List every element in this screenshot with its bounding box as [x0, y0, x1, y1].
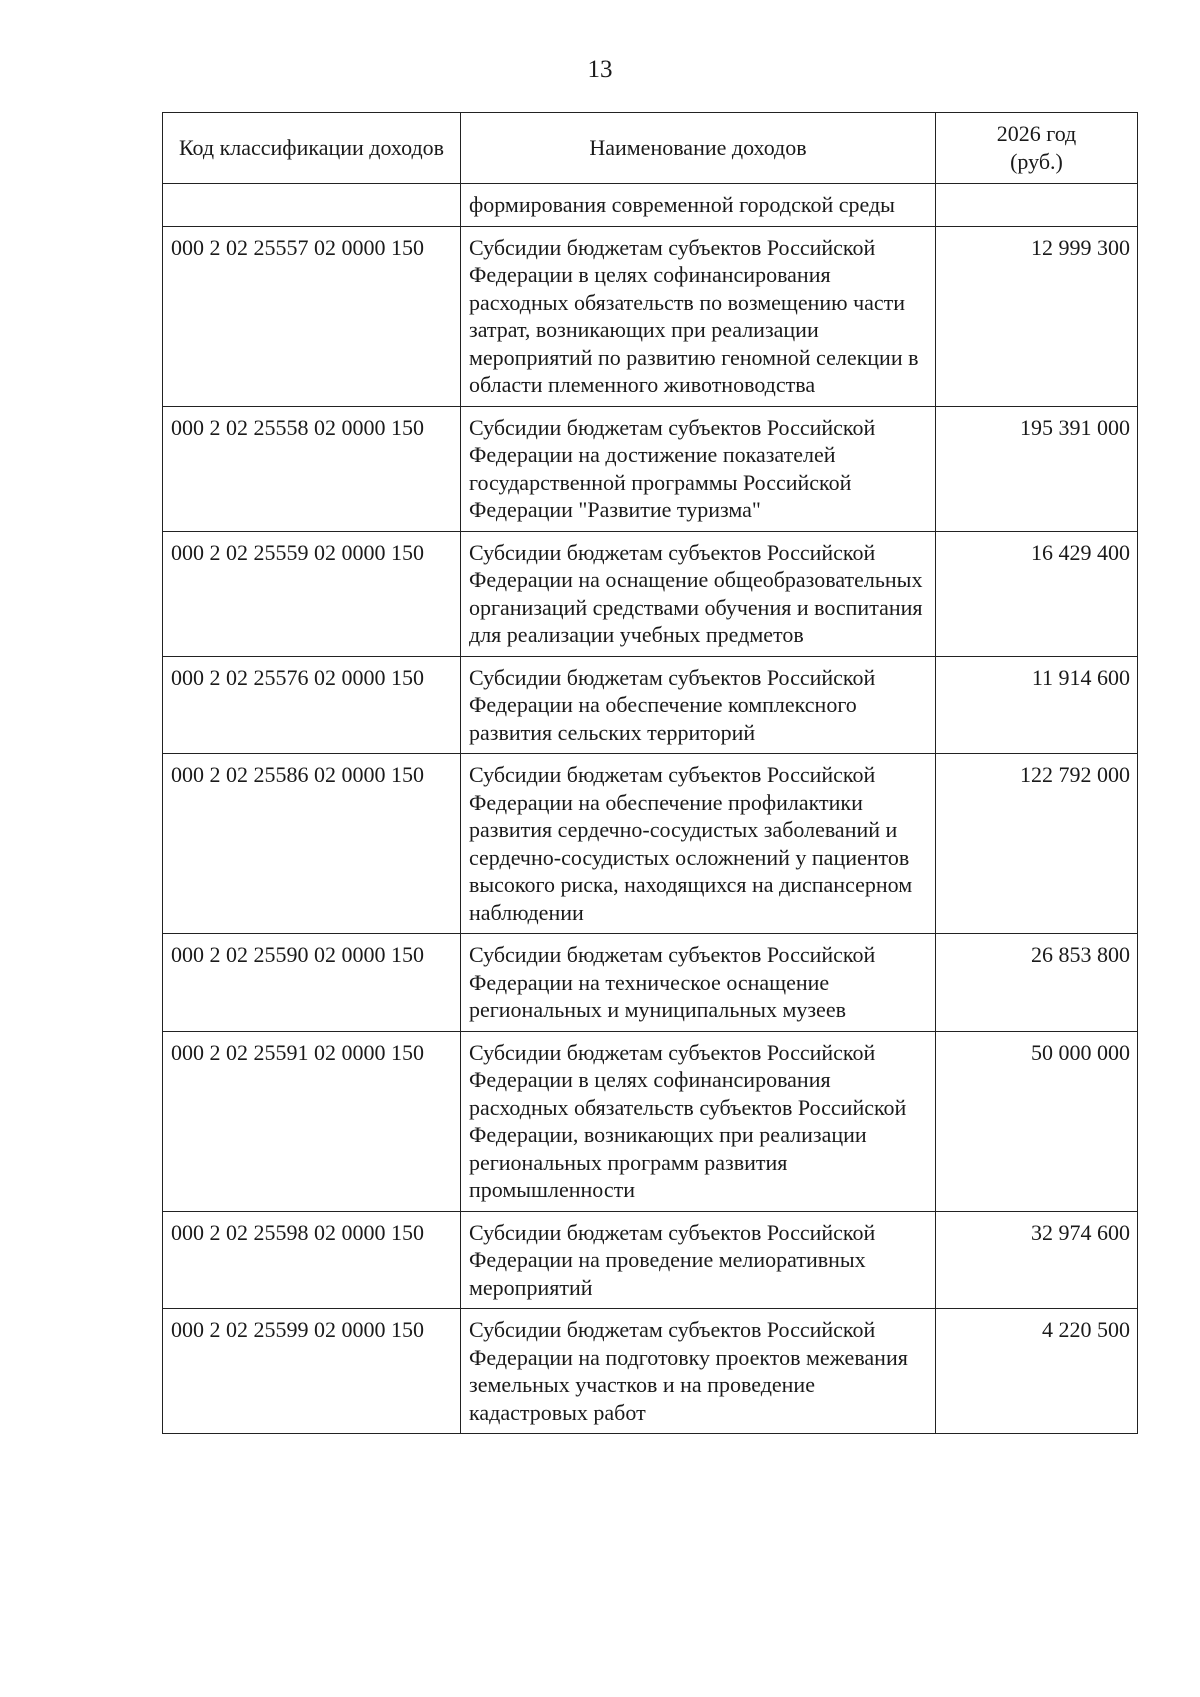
page-number: 13	[587, 56, 613, 83]
row-code: 000 2 02 25591 02 0000 150	[163, 1031, 461, 1211]
row-amount: 26 853 800	[936, 934, 1138, 1032]
row-code: 000 2 02 25559 02 0000 150	[163, 531, 461, 656]
row-amount: 32 974 600	[936, 1211, 1138, 1309]
row-name: формирования современной городской среды	[461, 184, 936, 227]
row-amount: 12 999 300	[936, 226, 1138, 406]
row-name: Субсидии бюджетам субъектов Российской Федерации на обеспечение комплексного развития сельских территорий	[461, 656, 936, 754]
table-row	[163, 656, 1138, 754]
row-code	[163, 184, 461, 227]
row-name: Субсидии бюджетам субъектов Российской Федерации на обеспечение профилактики развития сердечно-сосудистых заболеваний и сердечно-сосудистых осложнений у пациентов высокого риска, находящихся на диспансерном наблюдении	[461, 754, 936, 934]
table-row	[163, 184, 1138, 227]
table-header	[163, 113, 1138, 184]
table-row	[163, 1031, 1138, 1211]
income-table	[162, 112, 1138, 1434]
header-amount	[936, 113, 1138, 184]
header-row	[163, 113, 1138, 184]
header-code: Код классификации доходов	[163, 113, 461, 184]
table-row	[163, 1211, 1138, 1309]
table-row	[163, 934, 1138, 1032]
row-code: 000 2 02 25557 02 0000 150	[163, 226, 461, 406]
row-code: 000 2 02 25558 02 0000 150	[163, 406, 461, 531]
row-amount: 11 914 600	[936, 656, 1138, 754]
row-name: Субсидии бюджетам субъектов Российской Федерации на подготовку проектов межевания земельных участков и на проведение кадастровых работ	[461, 1309, 936, 1434]
row-name: Субсидии бюджетам субъектов Российской Федерации на оснащение общеобразовательных организаций средствами обучения и воспитания для реализации учебных предметов	[461, 531, 936, 656]
row-code: 000 2 02 25586 02 0000 150	[163, 754, 461, 934]
row-amount	[936, 184, 1138, 227]
table-row	[163, 1309, 1138, 1434]
row-name: Субсидии бюджетам субъектов Российской Федерации в целях софинансирования расходных обязательств субъектов Российской Федерации, возникающих при реализации региональных программ развития промышленности	[461, 1031, 936, 1211]
table-row	[163, 226, 1138, 406]
row-code: 000 2 02 25599 02 0000 150	[163, 1309, 461, 1434]
header-amount-unit: (руб.)	[1010, 149, 1063, 174]
table-row	[163, 754, 1138, 934]
row-code: 000 2 02 25576 02 0000 150	[163, 656, 461, 754]
row-amount: 16 429 400	[936, 531, 1138, 656]
row-name: Субсидии бюджетам субъектов Российской Федерации на достижение показателей государственной программы Российской Федерации "Развитие туризма"	[461, 406, 936, 531]
table-body	[163, 184, 1138, 1434]
row-amount: 50 000 000	[936, 1031, 1138, 1211]
table-row	[163, 531, 1138, 656]
row-name: Субсидии бюджетам субъектов Российской Федерации на проведение мелиоративных мероприятий	[461, 1211, 936, 1309]
row-amount: 122 792 000	[936, 754, 1138, 934]
header-name: Наименование доходов	[461, 113, 936, 184]
row-code: 000 2 02 25598 02 0000 150	[163, 1211, 461, 1309]
row-name: Субсидии бюджетам субъектов Российской Федерации на техническое оснащение региональных и муниципальных музеев	[461, 934, 936, 1032]
row-amount: 195 391 000	[936, 406, 1138, 531]
row-amount: 4 220 500	[936, 1309, 1138, 1434]
header-amount-year: 2026 год	[996, 121, 1077, 146]
row-name: Субсидии бюджетам субъектов Российской Федерации в целях софинансирования расходных обязательств по возмещению части затрат, возникающих при реализации мероприятий по развитию геномной селекции в области племенного животноводства	[461, 226, 936, 406]
table-row	[163, 406, 1138, 531]
row-code: 000 2 02 25590 02 0000 150	[163, 934, 461, 1032]
